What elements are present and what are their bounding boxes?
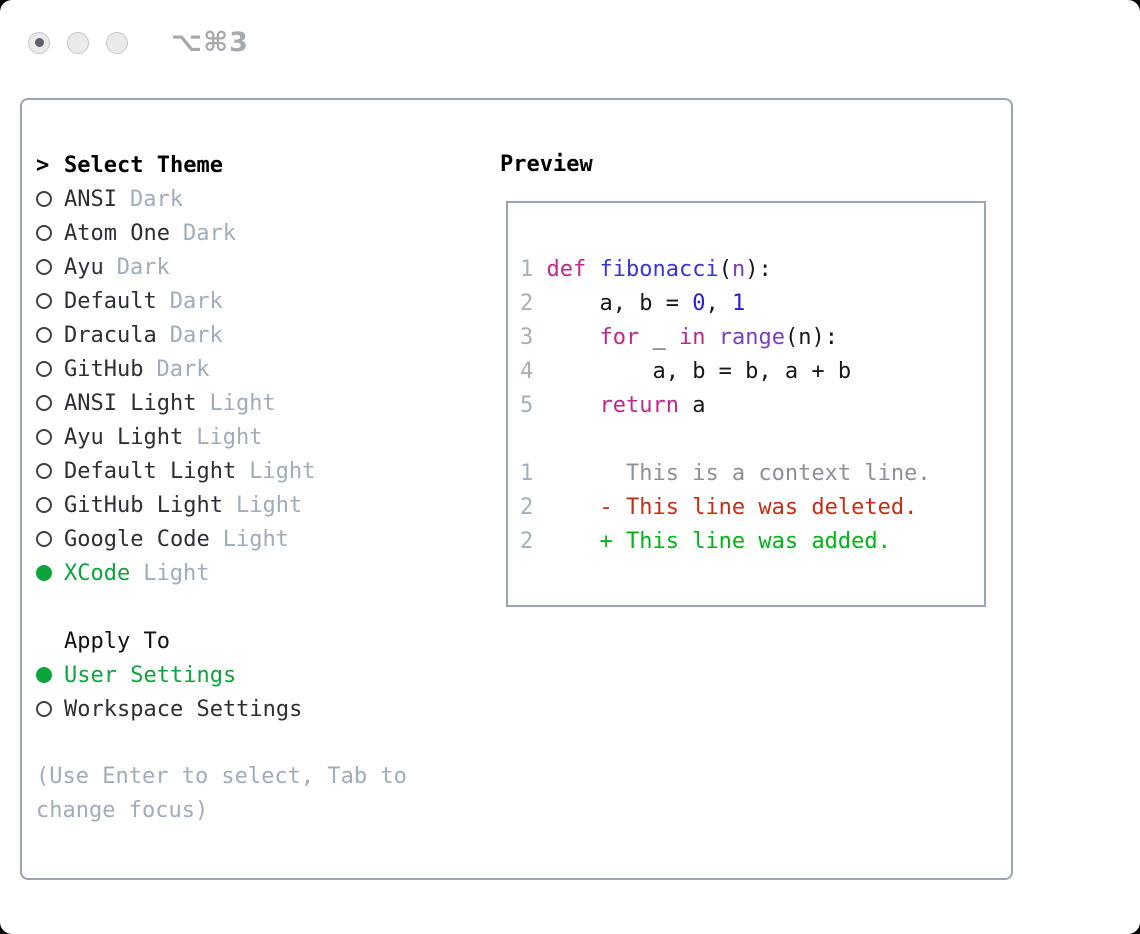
line-number: 1: [520, 461, 547, 486]
traffic-light-minimize-button[interactable]: [67, 32, 89, 54]
theme-picker-left-column: [22, 100, 496, 828]
code-line-0: [520, 253, 984, 287]
code-token: def: [546, 257, 587, 282]
spacer: [36, 726, 496, 760]
code-token: ):: [745, 257, 772, 282]
code-token: in: [678, 325, 706, 350]
titlebar: [28, 27, 249, 58]
option-variant-label: Dark: [169, 288, 223, 314]
code-token: [586, 257, 599, 282]
option-label: Workspace Settings: [64, 696, 303, 722]
code-token: - This line was deleted.: [546, 495, 918, 520]
option-label: Dracula: [64, 322, 157, 348]
code-token: [547, 393, 600, 418]
hint-text: (Use Enter to select, Tab to change focus): [36, 764, 407, 823]
radio-unselected-icon: [36, 497, 64, 513]
code-line-3: [520, 355, 984, 389]
code-line-4: [520, 389, 984, 423]
option-variant-label: Light: [143, 560, 210, 586]
code-token: range: [718, 325, 785, 350]
option-label: Ayu Light: [64, 424, 184, 450]
preview-title: Preview: [500, 152, 593, 177]
code-token: n: [731, 257, 746, 282]
code-token: a: [678, 393, 706, 418]
code-token: + This line was added.: [546, 529, 891, 554]
apply-option-1[interactable]: [36, 692, 496, 726]
option-variant-label: Dark: [116, 254, 170, 280]
code-preview-box: [506, 201, 986, 607]
radio-unselected-icon: [36, 701, 64, 717]
code-line-2: [520, 321, 984, 355]
radio-selected-icon: [36, 565, 64, 581]
radio-unselected-icon: [36, 531, 64, 547]
code-token: (: [718, 257, 732, 282]
theme-list: [36, 182, 496, 590]
line-number: 5: [520, 393, 547, 418]
code-token: _: [639, 325, 679, 350]
option-variant-label: Light: [235, 492, 303, 518]
code-token: 1: [731, 291, 746, 316]
code-line-7: [520, 491, 984, 525]
theme-option-11[interactable]: [36, 556, 496, 590]
line-number: 2: [520, 495, 547, 520]
option-variant-label: Dark: [129, 186, 183, 212]
radio-unselected-icon: [36, 327, 64, 343]
code-token: a, b =: [546, 291, 693, 316]
option-label: XCode: [64, 560, 131, 586]
theme-option-7[interactable]: [36, 420, 496, 454]
code-token: for: [599, 325, 640, 350]
radio-unselected-icon: [36, 395, 64, 411]
radio-unselected-icon: [36, 225, 64, 241]
option-variant-label: Light: [222, 526, 289, 552]
radio-selected-icon: [36, 667, 64, 683]
line-number: 2: [520, 529, 547, 554]
code-line-6: [520, 457, 984, 491]
apply-to-header: [36, 624, 496, 658]
code-token: fibonacci: [599, 257, 719, 282]
code-line-8: [520, 525, 984, 559]
option-variant-label: Light: [209, 390, 276, 416]
option-label: ANSI: [64, 186, 117, 212]
theme-option-9[interactable]: [36, 488, 496, 522]
line-number: 2: [520, 291, 547, 316]
select-theme-header: [36, 148, 496, 182]
option-label: Google Code: [64, 526, 210, 552]
theme-option-8[interactable]: [36, 454, 496, 488]
theme-picker-dialog: [20, 98, 1013, 880]
radio-unselected-icon: [36, 361, 64, 377]
code-token: (n):: [784, 325, 838, 350]
option-label: Ayu: [64, 254, 104, 280]
code-line-1: [520, 287, 984, 321]
traffic-light-close-button[interactable]: [28, 32, 50, 54]
option-label: Atom One: [64, 220, 170, 246]
option-variant-label: Dark: [182, 220, 236, 246]
line-number: 4: [520, 359, 547, 384]
code-token: return: [599, 393, 679, 418]
option-variant-label: Dark: [169, 322, 223, 348]
focus-caret: >: [36, 152, 50, 178]
apply-to-title: Apply To: [64, 628, 170, 654]
radio-unselected-icon: [36, 259, 64, 275]
theme-option-4[interactable]: [36, 318, 496, 352]
line-number: 3: [520, 325, 547, 350]
code-token: 0: [692, 291, 706, 316]
radio-unselected-icon: [36, 463, 64, 479]
option-label: User Settings: [64, 662, 237, 688]
code-token: [705, 325, 718, 350]
option-variant-label: Light: [196, 424, 263, 450]
theme-option-6[interactable]: [36, 386, 496, 420]
option-variant-label: Light: [249, 458, 316, 484]
theme-option-0[interactable]: [36, 182, 496, 216]
preview-pane: [500, 100, 986, 607]
radio-unselected-icon: [36, 429, 64, 445]
option-variant-label: Dark: [156, 356, 210, 382]
select-theme-title: Select Theme: [64, 152, 223, 178]
theme-option-1[interactable]: [36, 216, 496, 250]
code-token: This is a context line.: [546, 461, 931, 486]
code-token: [547, 325, 600, 350]
option-label: Default Light: [64, 458, 237, 484]
radio-unselected-icon: [36, 191, 64, 207]
apply-option-0[interactable]: [36, 658, 496, 692]
window-title-shortcut: ⌥⌘3: [171, 27, 249, 58]
traffic-light-dot: [35, 38, 44, 47]
theme-option-5[interactable]: [36, 352, 496, 386]
option-label: Default: [64, 288, 157, 314]
option-label: ANSI Light: [64, 390, 197, 416]
radio-unselected-icon: [36, 293, 64, 309]
theme-option-3[interactable]: [36, 284, 496, 318]
code-line-5: [520, 423, 984, 457]
option-label: GitHub: [64, 356, 144, 382]
code-token: ,: [705, 291, 732, 316]
code-token: a, b = b, a + b: [546, 359, 852, 384]
line-number: 1: [520, 257, 547, 282]
apply-to-options: [36, 658, 496, 726]
option-label: GitHub Light: [64, 492, 223, 518]
theme-option-2[interactable]: [36, 250, 496, 284]
theme-option-10[interactable]: [36, 522, 496, 556]
spacer: [36, 590, 496, 624]
traffic-light-zoom-button[interactable]: [106, 32, 128, 54]
